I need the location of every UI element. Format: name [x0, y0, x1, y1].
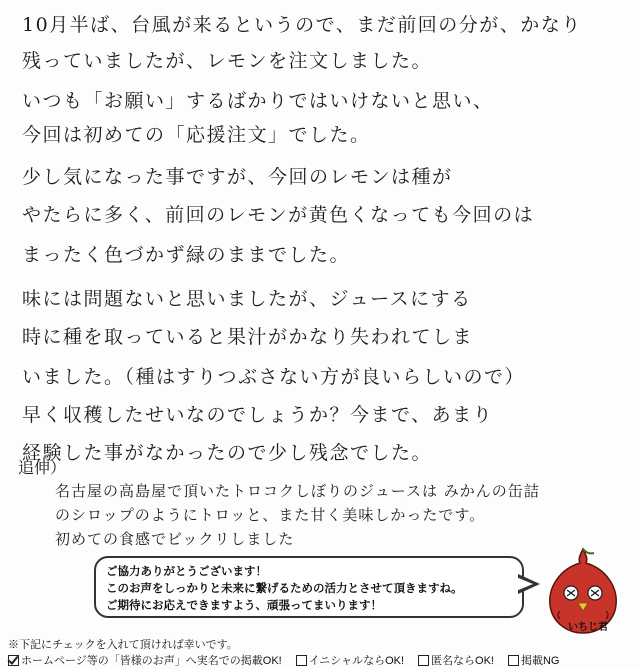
consent-option-initials[interactable]: [296, 652, 404, 668]
consent-option-label: 匿名ならOK!: [431, 655, 494, 667]
consent-option-label: ホームページ等の「皆様のお声」へ実名での掲載OK!: [21, 655, 282, 667]
letter-line: 味には問題ないと思いましたが、ジュースにする: [22, 288, 472, 310]
footer-note: ※下記にチェックを入れて頂ければ幸いです。: [8, 639, 238, 651]
consent-option-no-publish[interactable]: [508, 652, 560, 668]
consent-option-label: 掲載NG: [520, 655, 560, 667]
bubble-tail-inner: [516, 577, 533, 591]
postscript-label: 追伸）: [18, 458, 67, 477]
checkbox-icon[interactable]: [296, 655, 307, 666]
letter-line: 時に種を取っていると果汁がかなり失われてしま: [22, 326, 474, 348]
postscript-line: のシロップのようにトロッと、また甘く美味しかったです。: [55, 506, 486, 524]
letter-line: 少し気になった事ですが、今回のレモンは種が: [22, 166, 453, 188]
mascot-name: いちじ君: [568, 622, 608, 633]
letter-line: 経験した事がなかったので少し残念でした。: [22, 442, 433, 464]
consent-option-anonymous[interactable]: [418, 652, 494, 668]
postscript-line: 初めての食感でビックリしました: [55, 530, 295, 548]
reply-line: このお声をしっかりと未来に繋げるための活力とさせて頂きますね。: [106, 583, 463, 595]
reply-line: ご協力ありがとうございます！: [106, 566, 267, 578]
consent-options: [8, 652, 559, 668]
letter-line: 今回は初めての「応援注文」でした。: [22, 124, 371, 146]
consent-option-label: イニシャルならOK!: [308, 655, 405, 667]
letter-line: 残っていましたが、レモンを注文しました。: [22, 50, 433, 72]
letter-line: いつも「お願い」するばかりではいけないと思い、: [22, 90, 494, 112]
letter-line: いました。（種はすりつぶさない方が良いらしいので）: [22, 366, 526, 388]
checked-checkbox-icon[interactable]: [8, 655, 19, 666]
letter-line: 10月半ば、台風が来るというので、まだ前回の分が、かなり: [22, 14, 582, 36]
reply-line: ご期待にお応えできますよう、頑張ってまいります！: [106, 600, 382, 612]
letter-line: まったく色づかず緑のままでした。: [22, 244, 351, 266]
checkbox-icon[interactable]: [508, 655, 519, 666]
postscript-line: 名古屋の高島屋で頂いたトロコクしぼりのジュースは みかんの缶詰: [55, 482, 540, 500]
letter-line: 早く収穫したせいなのでしょうか？今まで、あまり: [22, 404, 494, 426]
reply-speech-bubble: [94, 556, 524, 618]
letter-line: やたらに多く、前回のレモンが黄色くなっても今回のは: [22, 204, 535, 226]
checkbox-icon[interactable]: [418, 655, 429, 666]
consent-option-real-name[interactable]: [8, 652, 282, 668]
